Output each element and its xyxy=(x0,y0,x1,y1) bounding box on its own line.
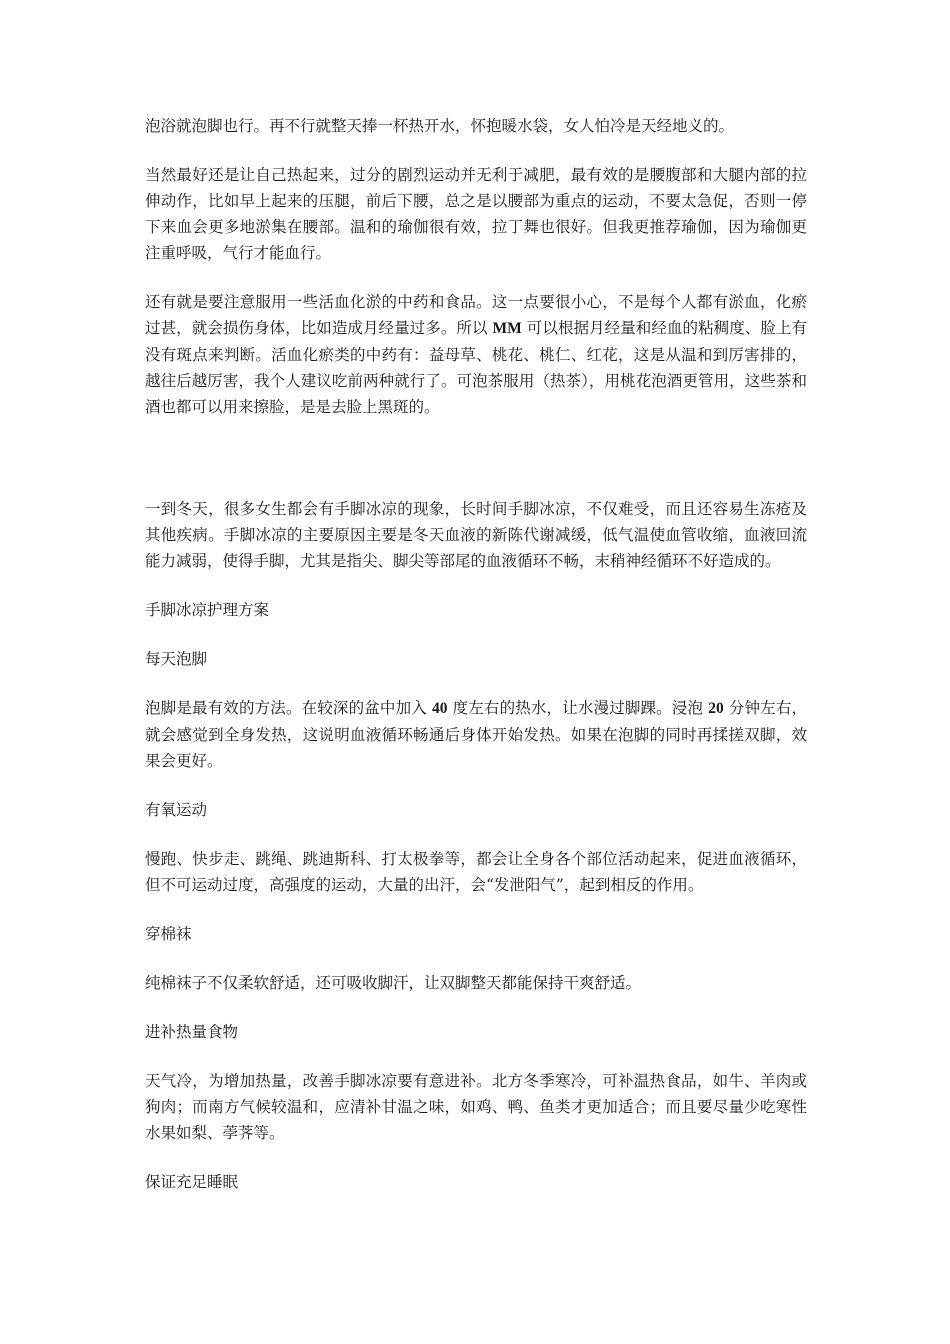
soak-duration-value: 20 xyxy=(708,700,724,717)
section-title-care-plan: 手脚冰凉护理方案 xyxy=(145,601,270,619)
paragraph-cotton-socks: 纯棉袜子不仅柔软舒适，还可吸收脚汗，让双脚整天都能保持干爽舒适。 xyxy=(145,974,642,992)
paragraph-aerobic-exercise: 慢跑、快步走、跳绳、跳迪斯科、打太极拳等，都会让全身各个部位活动起来，促进血液循环，但不可运动过度，高强度的运动，大量的出汗，会“发泄阳气”，起到相反的作用。 xyxy=(145,850,807,894)
water-temperature-value: 40 xyxy=(432,700,448,717)
paragraph-herbal-remedies: 还有就是要注意服用一些活血化淤的中药和食品。这一点要很小心，不是每个人都有淤血，化瘀过甚，就会损伤身体，比如造成月经量过多。所以 MM 可以根据月经量和经血的粘稠度、脸上有没有斑点来判断。活血化瘀类的中药有：益母草、桃花、桃仁、红花，这是从温和到厉害排的，越往后越厉害，我个人建议吃前两种就行了。可泡茶服用（热茶），用桃花泡酒更管用，这些茶和酒也都可以用来擦脸，是是去脸上黑斑的。 xyxy=(145,293,807,416)
paragraph-exercise-advice: 当然最好还是让自己热起来，过分的剧烈运动并无利于减肥，最有效的是腰腹部和大腿内部的拉伸动作，比如早上起来的压腿，前后下腰，总之是以腰部为重点的运动，不要太急促，否则一停下来血会更多地淤集在腰部。温和的瑜伽很有效，拉丁舞也很好。但我更推荐瑜伽，因为瑜伽更注重呼吸，气行才能血行。 xyxy=(145,166,807,262)
heading-adequate-sleep: 保证充足睡眠 xyxy=(145,1173,239,1191)
heading-aerobic-exercise: 有氧运动 xyxy=(145,801,208,819)
heading-cotton-socks: 穿棉袜 xyxy=(145,925,192,943)
document-body xyxy=(145,113,807,1218)
paragraph-footbath-alternative: 泡浴就泡脚也行。再不行就整天捧一杯热开水，怀抱暖水袋，女人怕冷是天经地义的。 xyxy=(145,117,735,135)
mm-abbreviation: MM xyxy=(492,320,522,337)
section-gap xyxy=(145,443,807,496)
paragraph-cold-hands-intro: 一到冬天，很多女生都会有手脚冰凉的现象，长时间手脚冰凉，不仅难受，而且还容易生冻疮及其他疾病。手脚冰凉的主要原因主要是冬天血液的新陈代谢减缓，低气温使血管收缩，血液回流能力减弱，使得手脚，尤其是指尖、脚尖等部尾的血液循环不畅，末稍神经循环不好造成的。 xyxy=(145,500,807,570)
heading-warming-foods: 进补热量食物 xyxy=(145,1023,239,1041)
heading-daily-footbath: 每天泡脚 xyxy=(145,650,208,668)
paragraph-footbath-method: 泡脚是最有效的方法。在较深的盆中加入 40 度左右的热水，让水漫过脚踝。浸泡 20 分钟左右，就会感觉到全身发热，这说明血液循环畅通后身体开始发热。如果在泡脚的同时再揉搓双脚，效果会更好。 xyxy=(145,699,807,770)
paragraph-warming-foods: 天气冷，为增加热量，改善手脚冰凉要有意进补。北方冬季寒冷，可补温热食品，如牛、羊肉或狗肉；而南方气候较温和，应清补甘温之味，如鸡、鸭、鱼类才更加适合；而且要尽量少吃寒性水果如梨、荸荠等。 xyxy=(145,1072,807,1142)
